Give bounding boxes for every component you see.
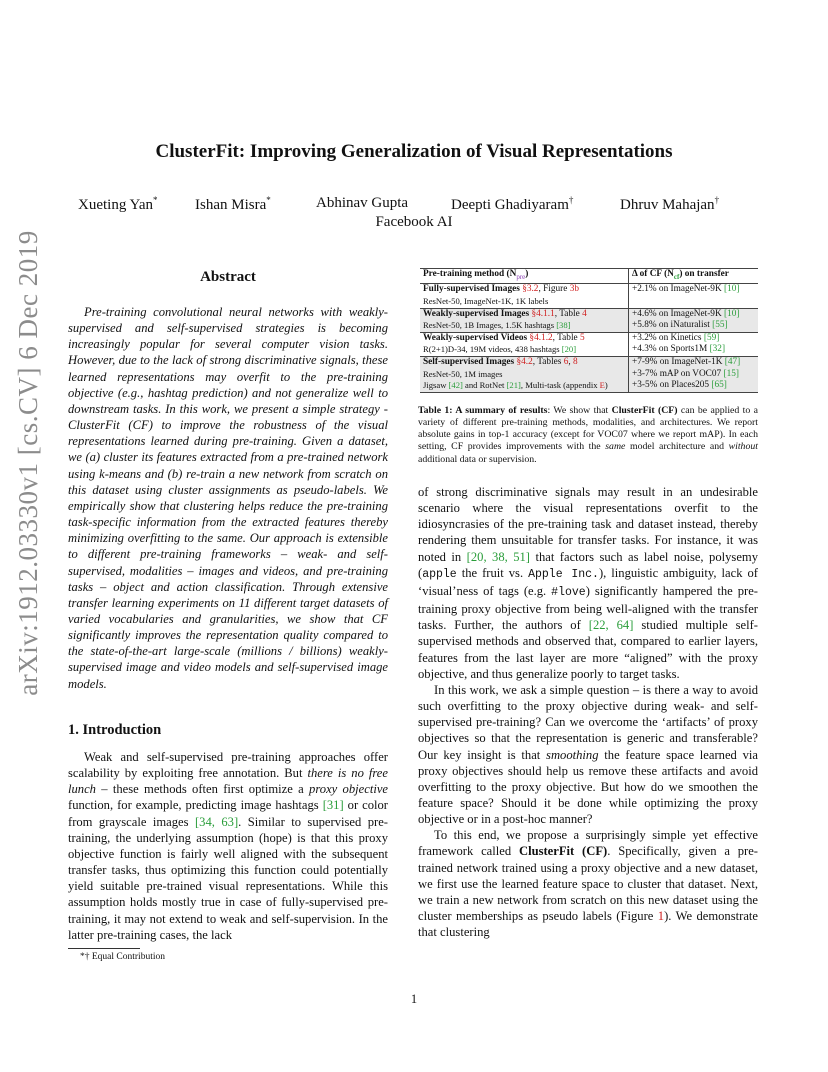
table-row: ResNet-50, 1B Images, 1.5K hashtags [38] +5.8% on iNaturalist [55] — [420, 320, 758, 332]
affiliation: Facebook AI — [375, 214, 453, 230]
table-row: R(2+1)D-34, 19M videos, 438 hashtags [20] +4.3% on Sports1M [32] — [420, 344, 758, 356]
citation-link[interactable]: [31] — [322, 798, 344, 813]
table-row: Jigsaw [42] and RotNet [21], Multi-task (appendix E) +3-5% on Places205 [65] — [420, 380, 758, 392]
footnote: *† Equal Contribution — [80, 952, 165, 962]
abstract-text: Pre-training convolutional neural networks with weakly-supervised and self-supervised strategies is becoming increasingly popular for several computer vision tasks. However, due to the lack of strong discriminative signals, these learned representations may overfit to the pre-training objective (e.g., hashtag prediction) and not generalize well to downstream tasks. In this work, we present a simple strategy - ClusterFit (CF) to improve the robustness of the visual representations learned during pre-training. Given a dataset, we (a) cluster its features extracted from a pre-trained network using k-means and (b) re-train a new network from scratch on this dataset using cluster assignments as pseudo-labels. We empirically show that clustering helps reduce the pre-training task-specific information from the extracted features thereby minimizing overfitting to the same. Our approach is extensible to different pre-training frameworks – weak- and self-supervised, modalities – images and videos, and pre-training tasks – object and action classification. Through extensive transfer learning experiments on 11 different target datasets of varied vocabularies and granularities, we show that CF significantly improves the representation quality compared to the state-of-the-art large-scale (millions / billions) weakly-supervised image and video models and self-supervised image models. — [68, 305, 388, 691]
abstract-heading: Abstract — [200, 269, 256, 285]
author-1: Xueting Yan* — [78, 195, 158, 213]
paper-title: ClusterFit: Improving Generalization of Visual Representations — [155, 141, 673, 162]
paragraph: To this end, we propose a surprisingly simple yet effective framework called ClusterFit (CF). Specifically, given a pre-trained network trained using a proxy objective and a new dataset, we first use the learned feature space to cluster that dataset. Next, we train a new network from scratch on this new dataset using the cluster memberships as pseudo labels (Figure 1). We demonstrate that clustering — [418, 828, 759, 940]
right-column-body — [418, 484, 758, 940]
table-header-delta: Δ of CF $(N_{cf})$ on transfer — [629, 269, 759, 284]
citation-link[interactable]: [20, 38, 51] — [466, 549, 531, 564]
citation-link[interactable]: [34, 63] — [194, 814, 239, 829]
paragraph: In this work, we ask a simple question – is there a way to avoid such overfitting to the proxy objective during weak- and self-supervised pre-training? Can we overcome the ‘artifacts’ of proxy objectives so that the representation is generic and transferable? Our key insight is that smoothing the feature space learned via proxy objectives should help us remove these artifacts and avoid overfitting to the proxy objective. But how do we smoothen the feature space? Should it be done while optimizing the proxy objective or in a post-hoc manner? — [418, 682, 758, 827]
table-caption: Table 1: A summary of results: We show that ClusterFit (CF) can be applied to a variety of different pre-training methods, modalities, and architectures. We report absolute gains in top-1 accuracy (except for VOC07 where we report mAP). In each setting, CF provides improvements with the same model architecture and without additional data or supervision. — [418, 405, 758, 465]
table-header-method: Pre-training method $(N_{pre})$ — [420, 269, 629, 284]
author-4: Deepti Ghadiyaram† — [451, 195, 574, 213]
author-2: Ishan Misra* — [195, 195, 271, 213]
author-5: Dhruv Mahajan† — [620, 195, 720, 213]
table-row: Self-supervised Images §4.2, Tables 6, 8 +7-9% on ImageNet-1K [47] — [420, 357, 758, 369]
table-row: Fully-supervised Images §3.2, Figure 3b +2.1% on ImageNet-9K [10] — [420, 284, 758, 296]
footnote-rule — [68, 948, 140, 949]
arxiv-identifier: arXiv:1912.03330v1 [cs.CV] 6 Dec 2019 — [13, 230, 43, 696]
citation-link[interactable]: [22, 64] — [588, 618, 634, 633]
intro-paragraph: Weak and self-supervised pre-training approaches offer scalability by exploiting free annotation. But there is no free lunch – these methods often first optimize a proxy objective function, for example, predicting image hashtags [31] or color from grayscale images [34, 63]. Similar to supervised pre-training, the underlying assumption (hope) is that this proxy objective function is fairly well aligned with the subsequent transfer tasks, thus optimizing this function could potentially yield suitable pre-trained visual representations. While this assumption holds mostly true in case of fully-supervised pre-training, it may not extend to weak and self-supervision. In the latter pre-training cases, the lack — [68, 750, 389, 942]
table-header-row — [420, 269, 758, 284]
table-row: Weakly-supervised Videos §4.1.2, Table 5 +3.2% on Kinetics [59] — [420, 332, 758, 344]
table-row: Weakly-supervised Images §4.1.1, Table 4 +4.6% on ImageNet-9K [10] — [420, 308, 758, 320]
summary-table — [420, 268, 758, 393]
table-row: ResNet-50, ImageNet-1K, 1K labels — [420, 296, 758, 308]
author-3: Abhinav Gupta — [316, 195, 409, 211]
section-heading-introduction: 1. Introduction — [68, 722, 162, 738]
table-row: ResNet-50, 1M images +3-7% mAP on VOC07 [15] — [420, 369, 758, 381]
figure-link[interactable]: 1 — [657, 909, 665, 924]
paragraph: of strong discriminative signals may result in an undesirable scenario where the visual representations overfit to the idiosyncrasies of the pre-training task and dataset instead, thereby rendering them unsuitable for transfer tasks. For instance, it was noted in [20, 38, 51] that factors such as label noise, polysemy (apple the fruit vs. Apple Inc.), linguistic ambiguity, lack of ‘visual’ness of tags (e.g. #love) significantly hampered the pre-training proxy objective from being well-aligned with the transfer tasks. Further, the authors of [22, 64] studied multiple self-supervised methods and observed that, compared to earlier layers, features from the last layer are more “aligned” with the proxy objective, and thus generalize poorly to target tasks. — [418, 485, 758, 681]
page-number: 1 — [410, 992, 418, 1006]
